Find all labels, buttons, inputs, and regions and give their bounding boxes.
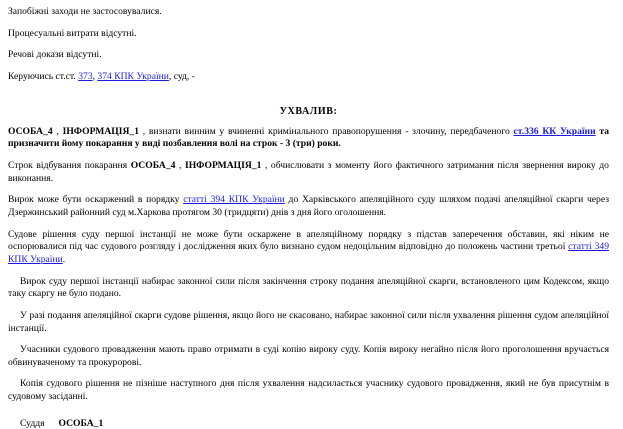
- appeal-suffix: до Харківського апеляційного суду шляхом подачі апеляційної скарги через Дзержинський районний суд м.Харкова протягом 30 (тридцяти) днів з дня його оголошення.: [8, 194, 609, 218]
- term-suffix: , обчислювати з моменту його фактичного затримання після звернення вироку до виконання.: [8, 159, 609, 184]
- paragraph-guided-by: [8, 71, 609, 84]
- guided-by-prefix: Керуючись ст.ст.: [8, 70, 79, 82]
- paragraph-material-evidence: Речові докази відсутні.: [8, 49, 102, 61]
- verdict-heading: УХВАЛИВ:: [279, 105, 338, 117]
- signature-name: ОСОБА_1: [58, 417, 104, 429]
- verdict-sep1: ,: [52, 125, 63, 137]
- first-instance-suffix: .: [62, 253, 66, 265]
- link-article-374-kpk[interactable]: 374 КПК України: [97, 70, 169, 82]
- signature-role: Суддя: [20, 417, 45, 429]
- paragraph-legal-force: Вирок суду першої інстанції набирає законної сили після закінчення строку подання апеляційної скарги, встановленого цим Кодексом, якщо таку скаргу не було подано.: [8, 275, 609, 300]
- paragraph-copy-dispatch: Копія судового рішення не пізніше наступного дня після ухвалення надсилається учаснику судового провадження, який не був присутнім в судовому засіданні.: [8, 378, 609, 403]
- verdict-mid: , визнати винним у вчиненні кримінального правопорушення - злочину, передбаченого: [139, 125, 514, 137]
- paragraph-preventive-measures: Запобіжні заходи не застосовувалися.: [8, 6, 162, 17]
- paragraph-copy-rights: Учасники судового провадження мають право отримати в суді копію вироку суду. Копія вироку негайно після його проголошення вручається обвинуваченому та прокуророві.: [8, 344, 609, 368]
- paragraph-verdict: [8, 126, 609, 151]
- link-article-394-kpk[interactable]: статті 394 КПК України: [183, 194, 285, 206]
- person-reference-term: ОСОБА_4: [130, 159, 176, 171]
- link-article-336-kk[interactable]: ст.336 КК України: [513, 125, 596, 137]
- paragraph-appeal-procedure: [8, 194, 609, 219]
- paragraph-term-calculation: [8, 160, 609, 185]
- term-prefix: Строк відбування покарання: [8, 159, 131, 171]
- paragraph-first-instance-limits: [8, 229, 609, 267]
- verdict-tail: та призначити йому покарання у виді позбавлення волі на строк - 3 (три) роки.: [8, 125, 609, 150]
- guided-by-comma: ,: [92, 70, 98, 82]
- paragraph-procedural-costs: Процесуальні витрати відсутні.: [8, 27, 137, 39]
- link-article-373[interactable]: 373: [78, 70, 93, 82]
- paragraph-appeal-filed: У разі подання апеляційної скарги судове рішення, якщо його не скасовано, набирає законної сили після ухвалення рішення судом апеляційної інстанції.: [8, 309, 609, 334]
- term-sep: ,: [175, 159, 185, 171]
- signature-block: [8, 418, 609, 429]
- info-reference: ІНФОРМАЦІЯ_1: [62, 125, 140, 137]
- appeal-prefix: Вирок може бути оскаржений в порядку: [8, 194, 184, 206]
- link-article-349-kpk[interactable]: статті 349 КПК України: [8, 241, 609, 265]
- guided-by-suffix: , суд, -: [168, 70, 195, 82]
- person-reference: ОСОБА_4: [8, 125, 53, 137]
- info-reference-term: ІНФОРМАЦІЯ_1: [184, 159, 262, 171]
- first-instance-prefix: Судове рішення суду першої інстанції не може бути оскаржене в апеляційному порядку з підстав заперечення обставин, які ніким не оспорювалися під час судового розгляду і дослідження яких було визнано судом недоцільним відповідно до положень частини третьої: [8, 228, 609, 253]
